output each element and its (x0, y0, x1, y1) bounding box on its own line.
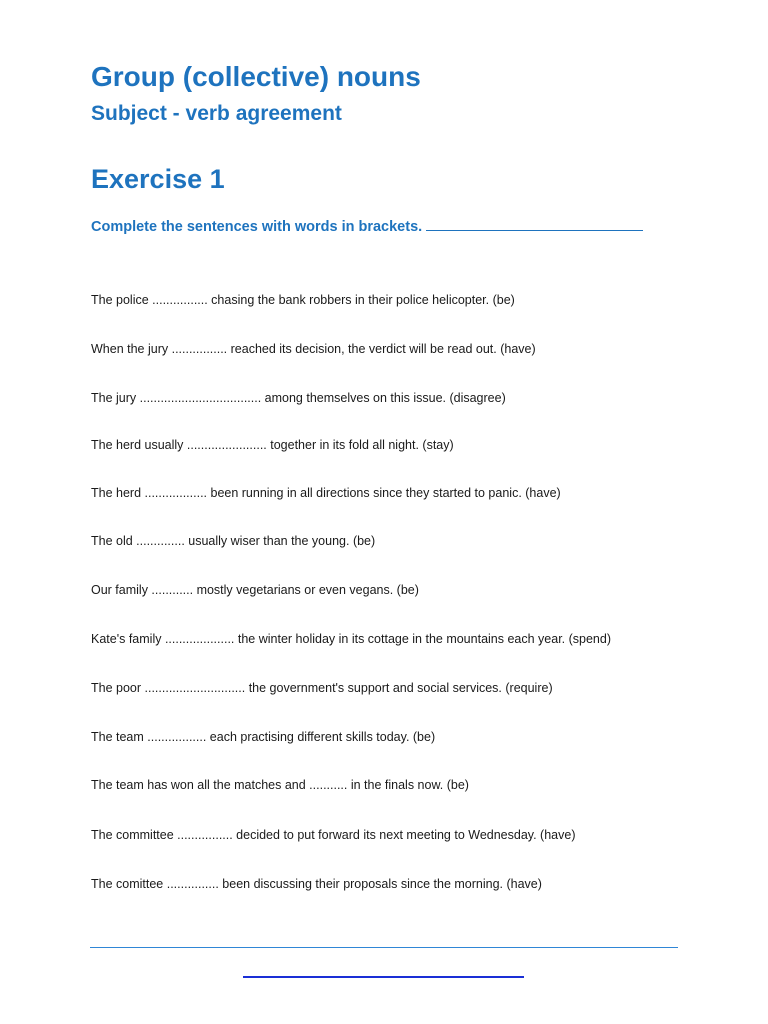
sentence-6: The old .............. usually wiser than the young. (be) (91, 534, 376, 548)
sentence-5: The herd .................. been running in all directions since they started to panic. (have) (91, 486, 561, 500)
page-subtitle: Subject - verb agreement (91, 102, 342, 125)
instruction-blank-line (426, 218, 643, 231)
sentence-12: The committee ................ decided to put forward its next meeting to Wednesday. (have) (91, 828, 576, 842)
exercise-heading: Exercise 1 (91, 164, 225, 194)
sentence-1: The police ................ chasing the bank robbers in their police helicopter. (be) (91, 293, 515, 307)
sentence-4: The herd usually ....................... together in its fold all night. (stay) (91, 438, 454, 452)
footer-divider (90, 947, 678, 948)
sentence-7: Our family ............ mostly vegetarians or even vegans. (be) (91, 583, 419, 597)
sentence-11: The team has won all the matches and ........... in the finals now. (be) (91, 778, 469, 792)
sentence-10: The team ................. each practising different skills today. (be) (91, 730, 436, 744)
sentence-13: The comittee ............... been discussing their proposals since the morning. (have) (91, 877, 542, 891)
sentence-8: Kate's family .................... the winter holiday in its cottage in the mountains each year. (spend) (91, 632, 612, 646)
sentence-9: The poor ............................. the government's support and social services. (require) (91, 681, 553, 695)
exercise-instruction (91, 218, 643, 236)
page-title: Group (collective) nouns (91, 61, 421, 92)
sentence-3: The jury ................................... among themselves on this issue. (disagree) (91, 391, 506, 405)
footer-link-underline[interactable] (243, 976, 524, 978)
instruction-text: Complete the sentences with words in brackets. (91, 219, 423, 235)
sentence-2: When the jury ................ reached its decision, the verdict will be read out. (have) (91, 342, 536, 356)
